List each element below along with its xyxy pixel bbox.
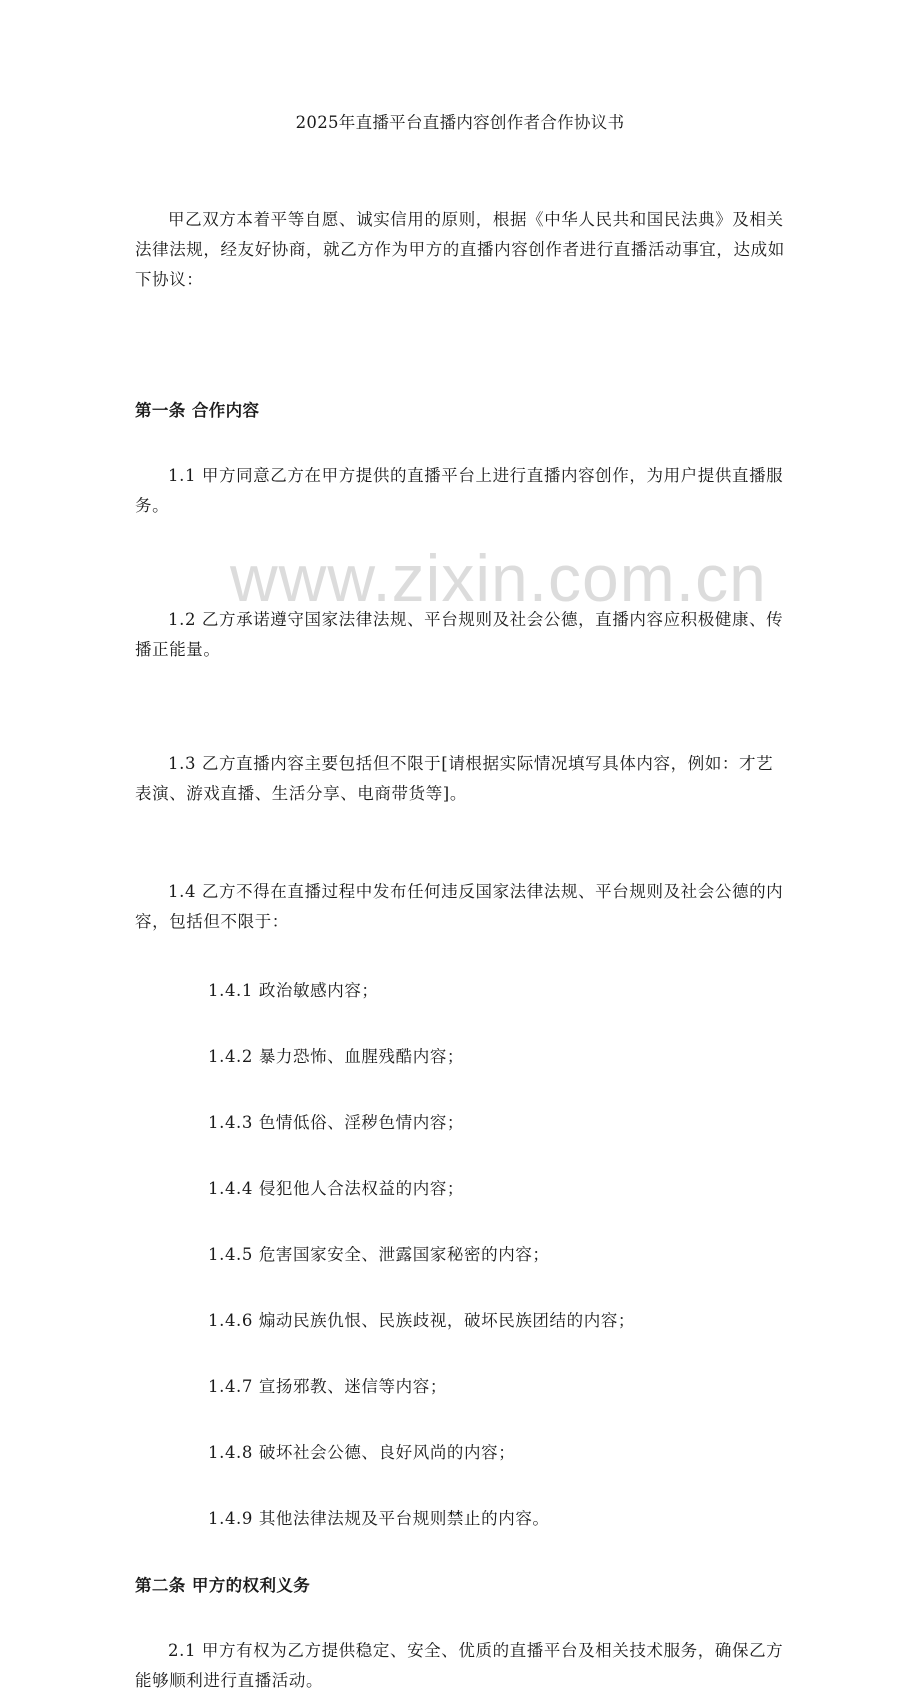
subclause-1-4-5: 1.4.5 危害国家安全、泄露国家秘密的内容； [208, 1245, 550, 1264]
subclause-1-4-3: 1.4.3 色情低俗、淫秽色情内容； [208, 1113, 465, 1132]
clause-1-4: 1.4 乙方不得在直播过程中发布任何违反国家法律法规、平台规则及社会公德的内容，包括但不限于： [135, 882, 784, 931]
section-heading-2: 第二条 甲方的权利义务 [135, 1576, 311, 1595]
subclause-1-4-9: 1.4.9 其他法律法规及平台规则禁止的内容。 [208, 1509, 550, 1528]
document-title: 2025年直播平台直播内容创作者合作协议书 [295, 113, 625, 132]
clause-1-1: 1.1 甲方同意乙方在甲方提供的直播平台上进行直播内容创作，为用户提供直播服务。 [135, 466, 784, 515]
section-heading-1: 第一条 合作内容 [135, 401, 260, 420]
subclause-1-4-6: 1.4.6 煽动民族仇恨、民族歧视，破坏民族团结的内容； [208, 1311, 636, 1330]
intro-paragraph: 甲乙双方本着平等自愿、诚实信用的原则，根据《中华人民共和国民法典》及相关法律法规，经友好协商，就乙方作为甲方的直播内容创作者进行直播活动事宜，达成如下协议： [135, 210, 785, 289]
clause-2-1: 2.1 甲方有权为乙方提供稳定、安全、优质的直播平台及相关技术服务，确保乙方能够顺利进行直播活动。 [135, 1641, 784, 1690]
subclause-1-4-7: 1.4.7 宣扬邪教、迷信等内容； [208, 1377, 447, 1396]
subclause-1-4-4: 1.4.4 侵犯他人合法权益的内容； [208, 1179, 465, 1198]
subclause-1-4-2: 1.4.2 暴力恐怖、血腥残酷内容； [208, 1047, 465, 1066]
clause-1-2: 1.2 乙方承诺遵守国家法律法规、平台规则及社会公德，直播内容应积极健康、传播正能量。 [135, 610, 784, 659]
watermark: www.zixin.com.cn [230, 541, 767, 615]
subclause-1-4-8: 1.4.8 破坏社会公德、良好风尚的内容； [208, 1443, 516, 1462]
clause-1-3: 1.3 乙方直播内容主要包括但不限于[请根据实际情况填写具体内容，例如：才艺表演、游戏直播、生活分享、电商带货等]。 [135, 754, 774, 803]
subclause-1-4-1: 1.4.1 政治敏感内容； [208, 981, 379, 1000]
